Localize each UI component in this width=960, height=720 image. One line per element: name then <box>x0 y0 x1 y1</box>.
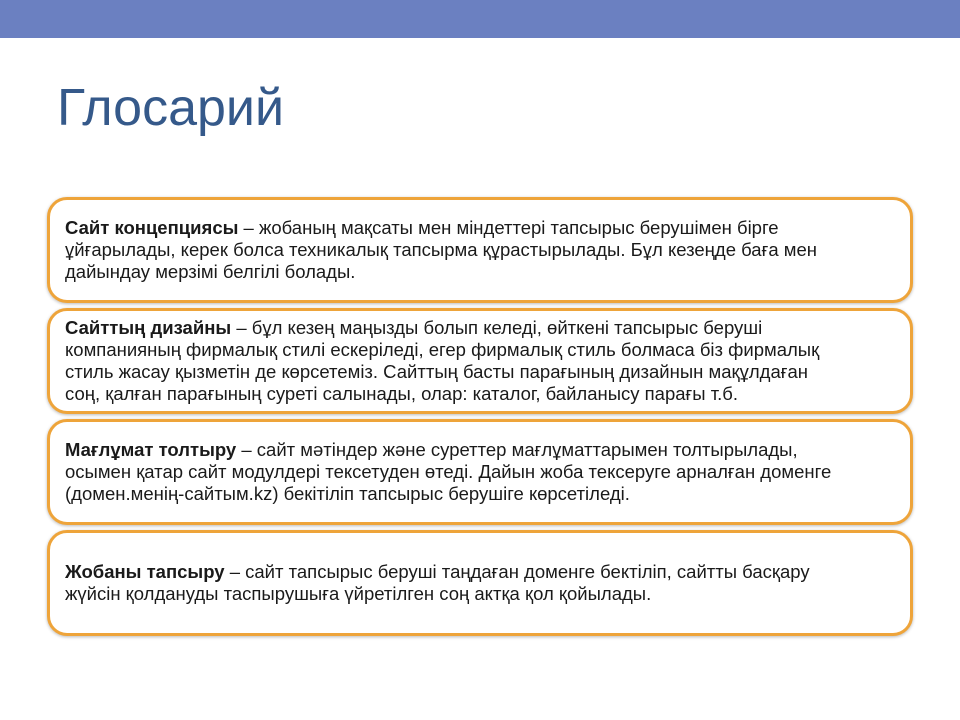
glossary-box-site-design <box>47 308 913 414</box>
glossary-line <box>65 317 898 339</box>
glossary-line: (домен.менің-сайтым.kz) бекітіліп тапсырыс берушіге көрсетіледі. <box>65 483 630 504</box>
glossary-line <box>65 217 898 239</box>
glossary-term: Сайт концепциясы <box>65 217 239 238</box>
glossary-line: соң, қалған парағының суреті салынады, олар: каталог, байланысу парағы т.б. <box>65 383 739 404</box>
glossary-line: дайындау мерзімі белгілі болады. <box>65 261 356 282</box>
glossary-definition: – жобаның мақсаты мен міндеттері тапсырыс берушімен бірге <box>238 217 779 238</box>
glossary-definition: – сайт мәтіндер және суреттер мағлұматтарымен толтырылады, <box>236 439 798 460</box>
glossary-line: стиль жасау қызметін де көрсетеміз. Сайттың басты парағының дизайнын мақұлдаған <box>65 361 808 382</box>
glossary-definition: – бұл кезең маңызды болып келеді, өйткені тапсырыс беруші <box>231 317 763 338</box>
glossary-line: осымен қатар сайт модулдері тексетуден өтеді. Дайын жоба тексеруге арналған доменге <box>65 461 832 482</box>
glossary-line <box>65 561 898 583</box>
glossary-term: Мағлұмат толтыру <box>65 439 237 460</box>
glossary-box-project-handover <box>47 530 913 636</box>
glossary-line: ұйғарылады, керек болса техникалық тапсырма құрастырылады. Бұл кезеңде баға мен <box>65 239 817 260</box>
glossary-box-content-filling <box>47 419 913 525</box>
top-accent-bar <box>0 0 960 38</box>
glossary-line <box>65 439 898 461</box>
glossary-definition: – сайт тапсырыс беруші таңдаған доменге бектіліп, сайтты басқару <box>224 561 810 582</box>
slide-title: Глосарий <box>57 79 285 137</box>
glossary-box-site-concept <box>47 197 913 303</box>
glossary-line: жүйсін қолдануды таспырушыға үйретілген соң актқа қол қойылады. <box>65 583 652 604</box>
glossary-term: Сайттың дизайны <box>65 317 232 338</box>
glossary-term: Жобаны тапсыру <box>65 561 225 582</box>
glossary-line: компанияның фирмалық стилі ескеріледі, егер фирмалық стиль болмаса біз фирмалық <box>65 339 820 360</box>
